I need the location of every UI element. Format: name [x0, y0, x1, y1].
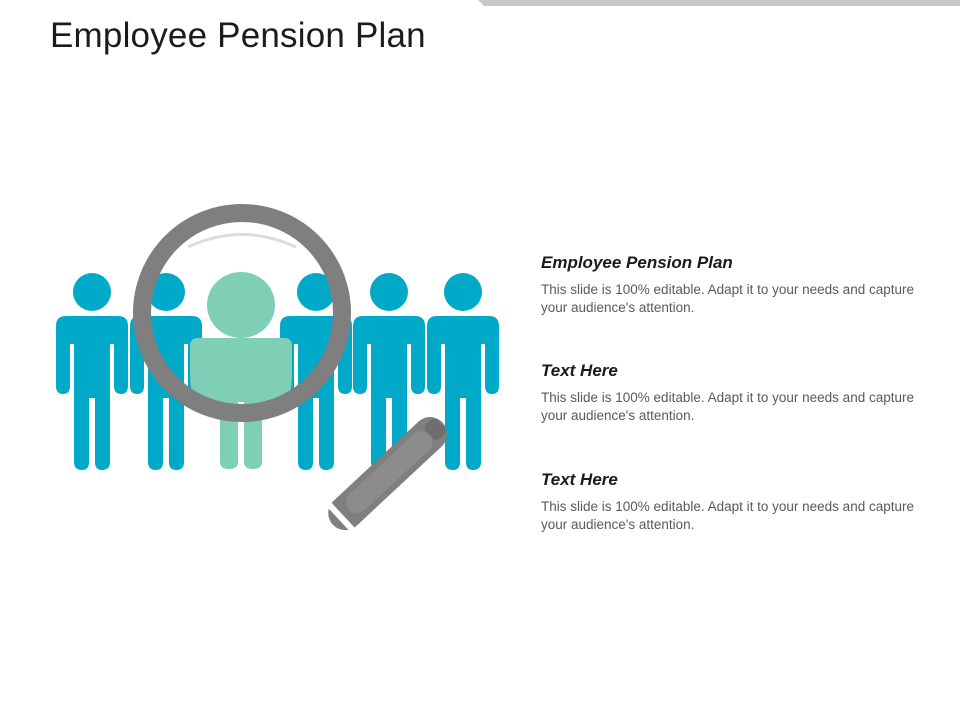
- block-body: This slide is 100% editable. Adapt it to your needs and capture your audience's attention.: [541, 282, 914, 315]
- top-accent-bar: [478, 0, 960, 6]
- block-heading: Employee Pension Plan: [541, 253, 733, 272]
- text-block: [541, 470, 921, 534]
- text-block: [541, 253, 921, 317]
- block-body: This slide is 100% editable. Adapt it to your needs and capture your audience's attention.: [541, 499, 914, 532]
- block-heading: Text Here: [541, 361, 618, 380]
- block-body: This slide is 100% editable. Adapt it to your needs and capture your audience's attention.: [541, 390, 914, 423]
- slide-title: Employee Pension Plan: [50, 16, 426, 55]
- block-heading: Text Here: [541, 470, 618, 489]
- text-block: [541, 361, 921, 425]
- person-icon: [56, 273, 128, 470]
- people-group-icon: [40, 190, 520, 570]
